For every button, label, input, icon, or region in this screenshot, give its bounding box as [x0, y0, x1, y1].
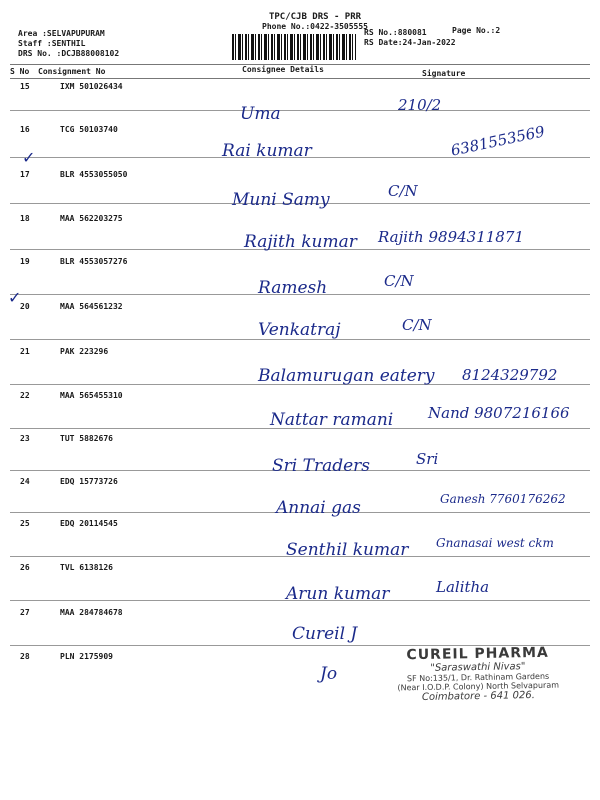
- stamp-line-4: Coimbatore - 641 026.: [421, 690, 535, 703]
- row-s-no: 25: [20, 519, 30, 528]
- consignee-name: Uma: [240, 104, 281, 124]
- stamp-company-name: CUREIL PHARMA: [406, 644, 549, 664]
- consignee-name: Rai kumar: [222, 141, 312, 161]
- consignee-signature: Nand 9807216166: [428, 404, 570, 422]
- page-number: Page No.:2: [452, 26, 501, 35]
- row-consignment: BLR 4553055050: [60, 170, 128, 179]
- row-consignment: EDQ 15773726: [60, 477, 118, 486]
- consignee-name: Balamurugan eatery: [258, 366, 435, 386]
- stamp-line-3: (Near I.O.D.P. Colony) North Selvapuram: [397, 680, 560, 693]
- document-title: TPC/CJB DRS - PRR: [268, 12, 362, 22]
- consignee-name: Venkatraj: [258, 320, 341, 340]
- check-mark-icon: ✓: [22, 148, 36, 167]
- col-signature: Signature: [422, 69, 466, 78]
- consignee-name: Muni Samy: [232, 190, 330, 210]
- row-s-no: 16: [20, 125, 30, 134]
- row-consignment: TCG 50103740: [60, 125, 118, 134]
- row-s-no: 18: [20, 214, 30, 223]
- consignee-signature: Gnanasai west ckm: [436, 536, 554, 550]
- row-consignment: EDQ 20114545: [60, 519, 118, 528]
- barcode: [232, 34, 356, 60]
- row-s-no: 23: [20, 434, 30, 443]
- row-consignment: MAA 565455310: [60, 391, 123, 400]
- row-consignment: PAK 223296: [60, 347, 109, 356]
- consignee-signature: C/N: [384, 272, 414, 290]
- consignee-name: Ramesh: [258, 278, 328, 298]
- consignee-name: Arun kumar: [286, 584, 390, 604]
- rs-no-label: RS No.:880081: [364, 28, 427, 37]
- consignee-name: Cureil J: [292, 624, 358, 644]
- consignee-signature: 6381553569: [449, 122, 547, 160]
- staff-label: Staff :SENTHIL: [18, 39, 86, 48]
- consignee-name: Sri Traders: [272, 456, 371, 476]
- rs-date-label: RS Date:24-Jan-2022: [364, 38, 456, 47]
- row-s-no: 20: [20, 302, 30, 311]
- row-s-no: 27: [20, 608, 30, 617]
- row-s-no: 24: [20, 477, 30, 486]
- row-consignment: IXM 501026434: [60, 82, 123, 91]
- consignee-signature: 210/2: [398, 96, 442, 114]
- area-label: Area :SELVAPUPURAM: [18, 29, 105, 38]
- header-left: [18, 29, 119, 59]
- row-s-no: 15: [20, 82, 30, 91]
- consignee-name: Senthil kumar: [286, 540, 409, 560]
- check-mark-icon: ✓: [8, 288, 22, 307]
- row-consignment: MAA 564561232: [60, 302, 123, 311]
- consignee-signature: Sri: [416, 450, 439, 468]
- company-stamp: [392, 645, 565, 704]
- column-header: [10, 64, 590, 79]
- row-consignment: MAA 284784678: [60, 608, 123, 617]
- consignee-signature: Rajith 9894311871: [378, 228, 524, 246]
- row-consignment: TVL 6138126: [60, 563, 113, 572]
- consignee-name: Jo: [320, 664, 338, 684]
- row-consignment: TUT 5882676: [60, 434, 113, 443]
- row-s-no: 22: [20, 391, 30, 400]
- consignee-signature: Lalitha: [436, 578, 490, 596]
- row-divider: [10, 110, 590, 111]
- consignee-signature: C/N: [388, 182, 418, 200]
- consignee-name: Rajith kumar: [244, 232, 357, 252]
- consignee-signature: Ganesh 7760176262: [440, 492, 566, 506]
- col-s-no: S No: [10, 67, 30, 76]
- consignee-signature: 8124329792: [462, 366, 558, 384]
- consignee-name: Annai gas: [276, 498, 361, 518]
- stamp-line-2: SF No:135/1, Dr. Rathinam Gardens: [406, 671, 550, 684]
- row-s-no: 17: [20, 170, 30, 179]
- row-s-no: 26: [20, 563, 30, 572]
- row-consignment: BLR 4553057276: [60, 257, 128, 266]
- col-consignment: Consignment No: [38, 67, 106, 76]
- row-s-no: 19: [20, 257, 30, 266]
- consignee-signature: C/N: [402, 316, 432, 334]
- stamp-line-1: "Saraswathi Nivas": [430, 661, 526, 674]
- row-s-no: 28: [20, 652, 30, 661]
- col-consignee: Consignee Details: [242, 65, 324, 74]
- row-consignment: PLN 2175909: [60, 652, 113, 661]
- row-consignment: MAA 562203275: [60, 214, 123, 223]
- row-s-no: 21: [20, 347, 30, 356]
- header-right: [364, 28, 456, 48]
- consignee-name: Nattar ramani: [270, 410, 394, 430]
- phone-label: Phone No.:0422-3505555: [262, 22, 368, 31]
- drs-no-label: DRS No. :DCJB88008102: [18, 49, 120, 58]
